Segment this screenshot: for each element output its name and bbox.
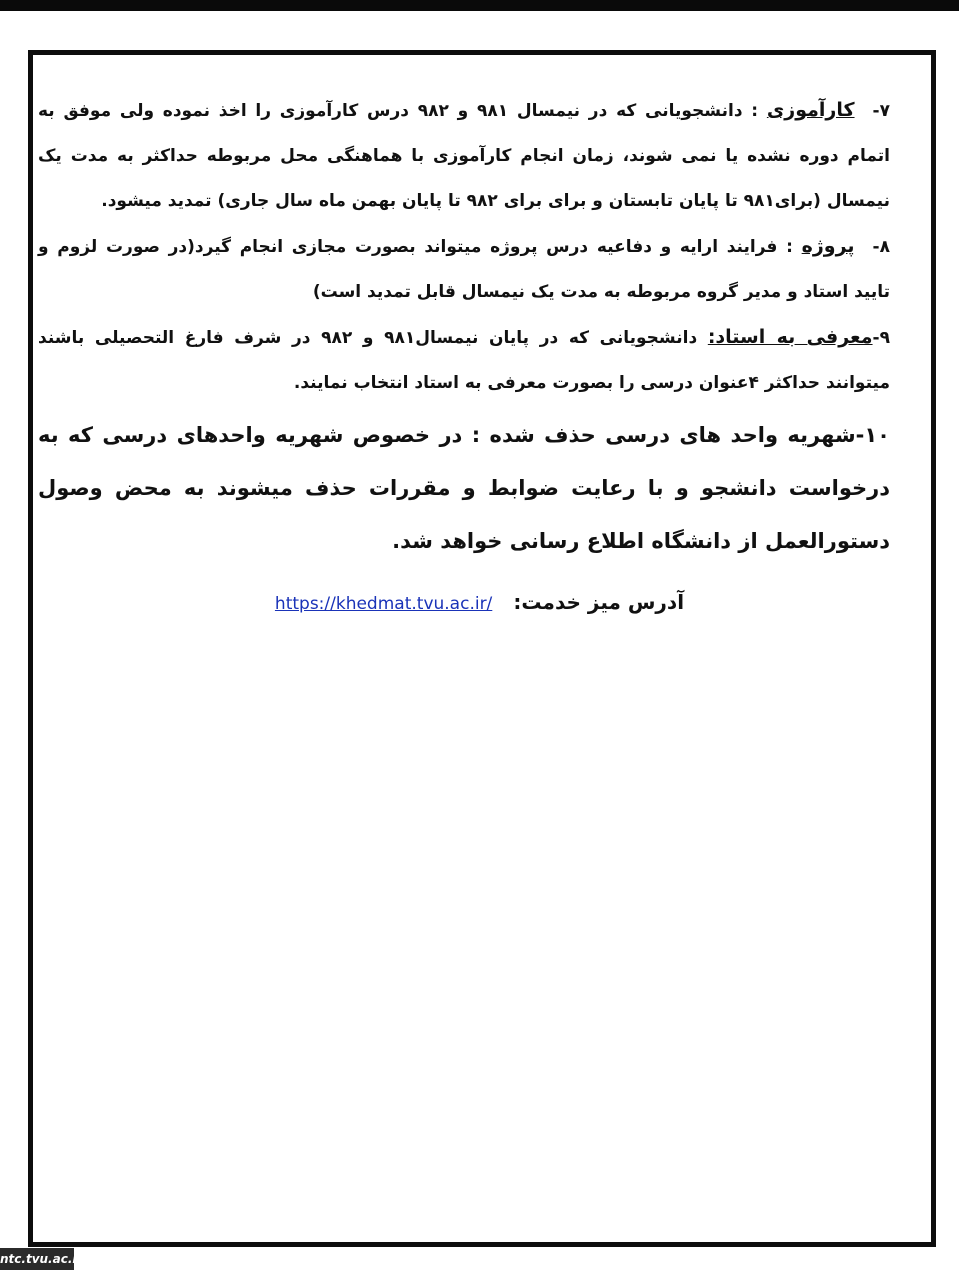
item-number: ۷- [872, 101, 890, 121]
item-number: ۹- [872, 328, 890, 348]
service-desk-address [0, 590, 959, 614]
item-label: معرفی به استاد: [707, 326, 873, 348]
item-label: کارآموزی [766, 99, 855, 121]
item-text: دانشجویانی که در پایان نیمسال۹۸۱ و ۹۸۲ در شرف فارغ التحصیلی باشند میتوانند حداکثر ۴عنوان درسی را بصورت معرفی به استاد انتخاب نمایند. [38, 328, 890, 393]
item-text: شهریه واحد های درسی حذف شده : در خصوص شهریه واحدهای درسی که به درخواست دانشجو و با رعایت ضوابط و مقررات حذف میشوند به محض وصول دستورالعمل از دانشگاه اطلاع رسانی خواهد شد. [38, 423, 890, 553]
item-label: پروژه [801, 235, 855, 257]
service-desk-link[interactable]: https://khedmat.tvu.ac.ir/ [274, 594, 493, 614]
item-project [38, 224, 890, 315]
notice-body [38, 88, 890, 568]
item-number: ۱۰- [855, 423, 890, 447]
item-text: : دانشجویانی که در نیمسال ۹۸۱ و ۹۸۲ درس کارآموزی را اخذ نموده ولی موفق به اتمام دوره نشده یا نمی شوند، زمان انجام کارآموزی با هماهنگی محل مربوطه حداکثر به مدت یک نیمسال (برای۹۸۱ تا پایان تابستان و برای برای ۹۸۲ تا پایان بهمن ماه سال جاری) تمدید میشود. [38, 101, 890, 211]
address-label: آدرس میز خدمت: [513, 590, 685, 614]
item-internship [38, 88, 890, 224]
item-number: ۸- [872, 237, 890, 257]
item-text: : فرایند ارایه و دفاعیه درس پروژه میتواند بصورت مجازی انجام گیرد(در صورت لزوم و تایید استاد و مدیر گروه مربوطه به مدت یک نیمسال قابل تمدید است) [38, 237, 890, 302]
item-tuition [38, 409, 890, 568]
watermark: ntc.tvu.ac.ir [0, 1248, 74, 1270]
item-referral [38, 315, 890, 406]
top-bar [0, 0, 959, 11]
